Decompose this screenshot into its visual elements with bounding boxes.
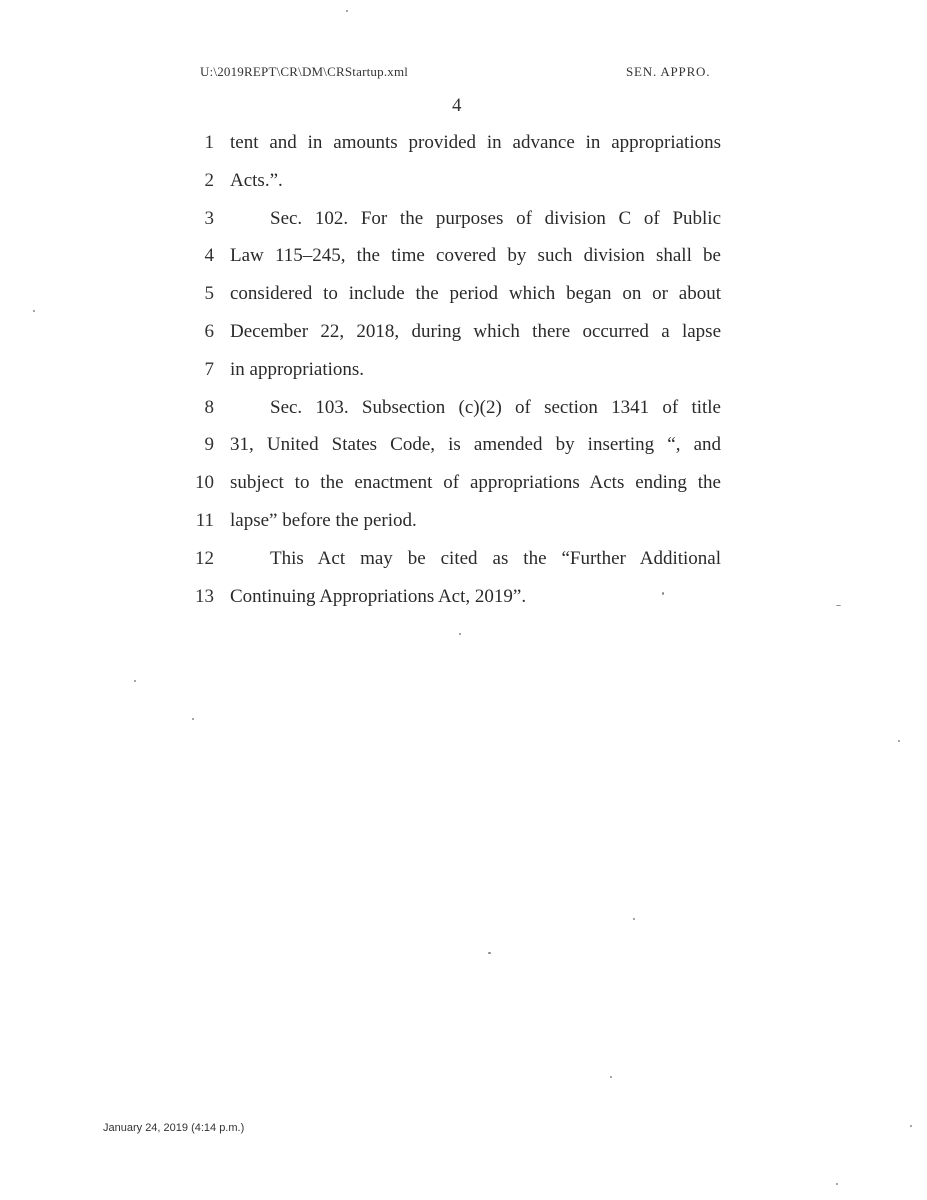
line — [190, 279, 730, 317]
line — [190, 128, 730, 166]
line-number: 1 — [204, 132, 214, 153]
line — [190, 582, 730, 620]
line-number: 5 — [204, 283, 214, 305]
line-text: December 22, 2018, during which there occurred a lapse — [230, 320, 721, 342]
line — [190, 166, 730, 204]
page-number: 4 — [452, 95, 462, 116]
line-text: considered to include the period which began on or about — [230, 283, 721, 305]
scan-speck — [610, 1076, 612, 1078]
line — [190, 506, 730, 544]
line-text: 31, United States Code, is amended by inserting “, and — [230, 434, 721, 456]
scan-speck — [633, 918, 635, 920]
line-number: 2 — [204, 169, 214, 191]
line-text: tent and in amounts provided in advance in appropriations — [230, 132, 721, 153]
line-number: 12 — [195, 547, 214, 569]
scan-speck — [346, 10, 348, 12]
scan-speck — [910, 1125, 912, 1127]
line-text: in appropriations. — [230, 358, 365, 380]
line-number: 4 — [204, 245, 214, 267]
office-header: SEN. APPRO. — [626, 64, 711, 79]
line-text: Sec. 102. For the purposes of division C of Public — [270, 207, 721, 229]
scan-speck — [459, 633, 461, 635]
scan-speck — [488, 952, 491, 954]
scan-speck — [134, 680, 136, 682]
line-text: Sec. 103. Subsection (c)(2) of section 1341 of title — [270, 396, 721, 418]
scan-speck — [836, 1183, 838, 1185]
line — [190, 544, 730, 582]
line-text: This Act may be cited as the “Further Additional — [270, 547, 721, 569]
line — [190, 393, 730, 431]
line-number: 9 — [204, 434, 214, 456]
line-number: 11 — [195, 509, 214, 531]
line-text: Continuing Appropriations Act, 2019”. — [230, 585, 527, 607]
line-number: 10 — [195, 472, 214, 494]
footer-timestamp: January 24, 2019 (4:14 p.m.) — [103, 1122, 245, 1134]
scan-speck — [192, 718, 194, 720]
line — [190, 317, 730, 355]
line — [190, 204, 730, 242]
line-text: Acts.”. — [230, 169, 283, 191]
scan-speck — [836, 605, 841, 606]
line — [190, 430, 730, 468]
line-text: subject to the enactment of appropriations Acts ending the — [230, 472, 721, 494]
line — [190, 468, 730, 506]
line — [190, 241, 730, 279]
line-text: Law 115–245, the time covered by such division shall be — [230, 245, 721, 267]
line-number: 8 — [204, 396, 214, 418]
line-number: 3 — [204, 207, 214, 229]
file-path-header: U:\2019REPT\CR\DM\CRStartup.xml — [200, 64, 409, 79]
bill-text — [190, 128, 730, 619]
line-number: 13 — [195, 585, 214, 607]
scan-speck — [33, 310, 35, 312]
line — [190, 355, 730, 393]
line-text: lapse” before the period. — [230, 509, 417, 531]
line-number: 7 — [204, 358, 214, 380]
line-number: 6 — [204, 320, 214, 342]
scan-speck — [662, 592, 664, 595]
scan-speck — [898, 740, 900, 742]
